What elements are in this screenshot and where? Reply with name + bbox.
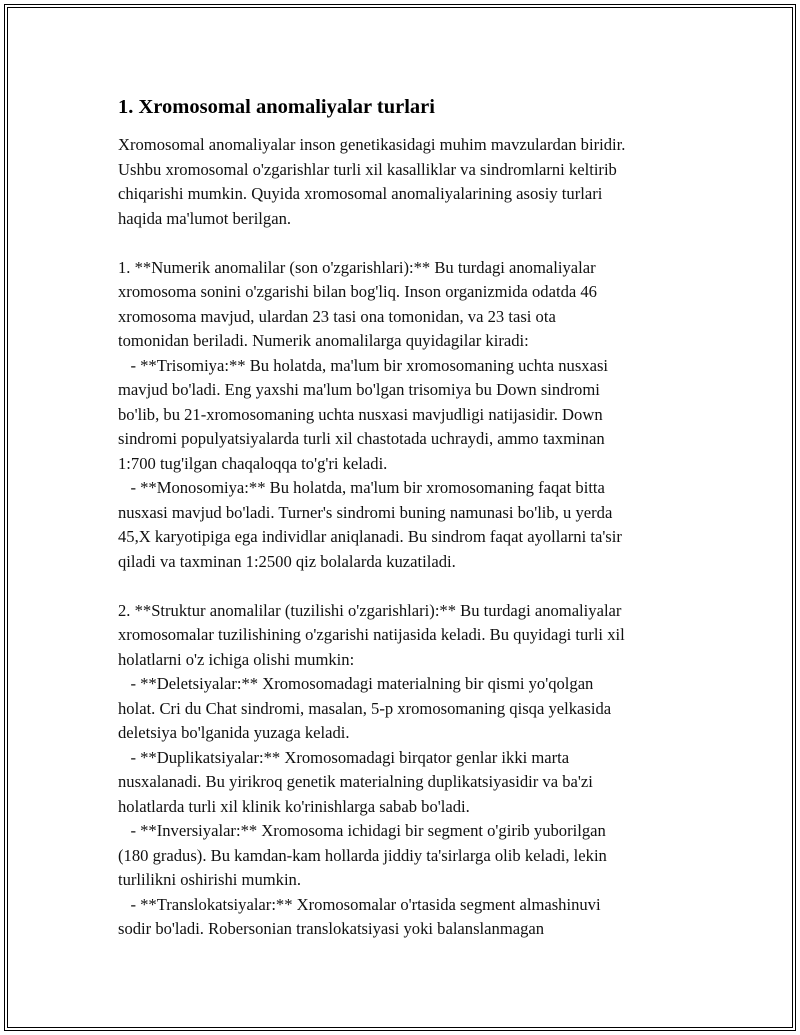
text-line: - **Deletsiyalar:** Xromosomadagi materialning bir qismi yo'qolgan: [118, 674, 594, 693]
text-line: tomonidan beriladi. Numerik anomalilarga quyidagilar kiradi:: [118, 331, 529, 350]
text-line: xromosomalar tuzilishining o'zgarishi natijasida keladi. Bu quyidagi turli xil: [118, 625, 625, 644]
text-line: - **Duplikatsiyalar:** Xromosomadagi birqator genlar ikki marta: [118, 747, 570, 767]
text-line: - **Inversiyalar:** Xromosoma ichidagi bir segment o'girib yuborilgan: [118, 821, 606, 840]
text-line: 1. **Numerik anomalilar (son o'zgarishlari):** Bu turdagi anomaliyalar: [118, 257, 596, 277]
text-line: sindromi populyatsiyalarda turli xil chastotada uchraydi, ammo taxminan: [118, 429, 605, 448]
intro-paragraph: [118, 133, 688, 231]
text-line: nusxasi mavjud bo'ladi. Turner's sindromi buning namunasi bo'lib, u yerda: [118, 502, 613, 522]
text-line: xromosoma mavjud, ulardan 23 tasi ona tomonidan, va 23 tasi ota: [118, 306, 556, 326]
text-line: 2. **Struktur anomalilar (tuzilishi o'zgarishlari):** Bu turdagi anomaliyalar: [118, 600, 622, 620]
section-structural-anomalies: [118, 599, 688, 942]
text-line: (180 gradus). Bu kamdan-kam hollarda jiddiy ta'sirlarga olib keladi, lekin: [118, 845, 607, 865]
text-line: 45,X karyotipiga ega individlar aniqlanadi. Bu sindrom faqat ayollarni ta'sir: [118, 527, 622, 546]
text-line: mavjud bo'ladi. Eng yaxshi ma'lum bo'lgan trisomiya bu Down sindromi: [118, 380, 600, 399]
text-line: holat. Cri du Chat sindromi, masalan, 5-p xromosomaning qisqa yelkasida: [118, 698, 612, 718]
text-line: - **Trisomiya:** Bu holatda, ma'lum bir xromosomaning uchta nusxasi: [118, 355, 609, 375]
text-line: haqida ma'lumot berilgan.: [118, 208, 292, 228]
paragraph-gap: [118, 231, 688, 256]
text-line: Xromosomal anomaliyalar inson genetikasidagi muhim mavzulardan biridir.: [118, 135, 626, 154]
section-numeric-anomalies: [118, 256, 688, 575]
text-line: Ushbu xromosomal o'zgarishlar turli xil kasalliklar va sindromlarni keltirib: [118, 159, 617, 179]
text-line: holatlarda turli xil klinik ko'rinishlarga sabab bo'ladi.: [118, 796, 470, 816]
document-body: [118, 95, 688, 942]
text-line: - **Translokatsiyalar:** Xromosomalar o'rtasida segment almashinuvi: [118, 894, 601, 914]
text-line: holatlarni o'z ichiga olishi mumkin:: [118, 649, 355, 669]
text-line: sodir bo'ladi. Robersonian translokatsiyasi yoki balanslanmagan: [118, 919, 545, 938]
document-title: 1. Xromosomal anomaliyalar turlari: [118, 96, 435, 118]
text-line: qiladi va taxminan 1:2500 qiz bolalarda kuzatiladi.: [118, 551, 456, 571]
text-line: - **Monosomiya:** Bu holatda, ma'lum bir xromosomaning faqat bitta: [118, 478, 605, 497]
text-line: turlilikni oshirishi mumkin.: [118, 870, 302, 889]
text-line: deletsiya bo'lganida yuzaga keladi.: [118, 723, 350, 742]
text-line: bo'lib, bu 21-xromosomaning uchta nusxasi mavjudligi natijasidir. Down: [118, 404, 603, 424]
paragraph-gap: [118, 574, 688, 599]
text-line: nusxalanadi. Bu yirikroq genetik materialning duplikatsiyasidir va ba'zi: [118, 772, 593, 791]
text-line: xromosoma sonini o'zgarishi bilan bog'liq. Inson organizmida odatda 46: [118, 282, 597, 301]
text-line: chiqarishi mumkin. Quyida xromosomal anomaliyalarining asosiy turlari: [118, 184, 603, 203]
text-line: 1:700 tug'ilgan chaqaloqqa to'g'ri keladi.: [118, 453, 388, 473]
